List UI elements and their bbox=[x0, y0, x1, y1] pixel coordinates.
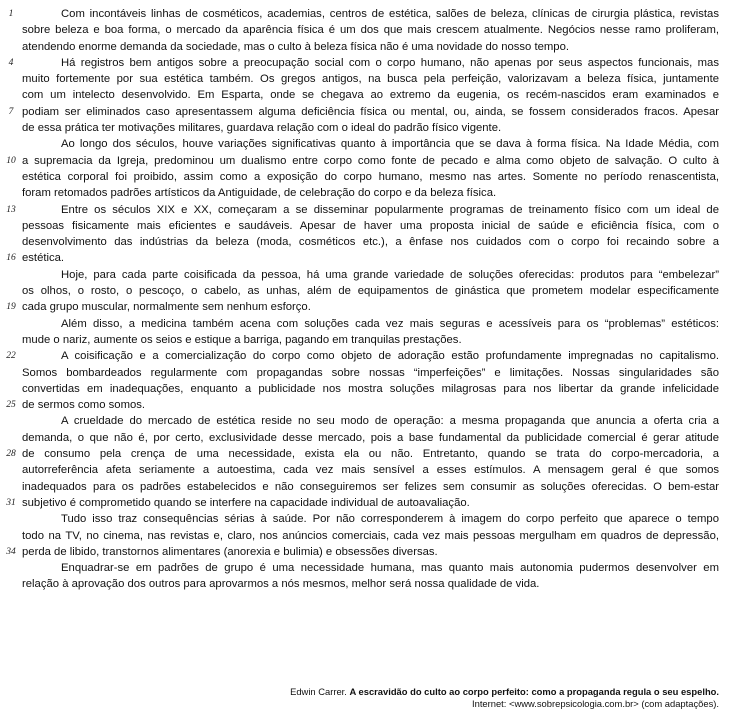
line-text: demanda, o que não é, por certo, exclusividade desse mercado, pois a base fundamental da publicidade comercial é gerar atitude bbox=[22, 431, 719, 444]
text-line bbox=[0, 462, 729, 478]
line-text: Entre os séculos XIX e XX, começaram a se disseminar popularmente programas de treinamento físico com um ideal de bbox=[61, 203, 719, 216]
text-line bbox=[0, 348, 729, 364]
line-number: 10 bbox=[6, 155, 16, 166]
text-line bbox=[0, 560, 729, 576]
line-number: 31 bbox=[6, 497, 16, 508]
text-line bbox=[0, 576, 729, 592]
text-line bbox=[0, 413, 729, 429]
line-number: 1 bbox=[8, 9, 14, 19]
text-line bbox=[0, 544, 729, 560]
text-line bbox=[0, 479, 729, 495]
line-text: com um intelecto desenvolvido. Em Esparta, onde se chegava ao extremo da eugenia, os recém-nascidos eram examinados e bbox=[22, 89, 719, 102]
text-line bbox=[0, 202, 729, 218]
line-text: cada grupo muscular, normalmente sem nenhum esforço. bbox=[22, 301, 311, 314]
text-line bbox=[0, 55, 729, 71]
text-line bbox=[0, 511, 729, 527]
source-url: Internet: <www.sobrepsicologia.com.br> (com adaptações). bbox=[472, 698, 719, 709]
text-line bbox=[0, 299, 729, 315]
text-line bbox=[0, 104, 729, 120]
text-line bbox=[0, 446, 729, 462]
line-text: perda de libido, transtornos alimentares (anorexia e bulimia) e obsessões diversas. bbox=[22, 545, 438, 558]
line-number: 25 bbox=[6, 400, 16, 411]
line-text: inadequados para os padrões estabelecidos e não conseguiremos ser felizes sem consumir as soluções oferecidas. O bem-estar bbox=[22, 480, 719, 493]
text-line bbox=[0, 39, 729, 55]
line-text: atendendo enorme demanda da sociedade, mas o culto à beleza física não é uma novidade do nosso tempo. bbox=[22, 40, 570, 53]
source-title: A escravidão do culto ao corpo perfeito: como a propaganda regula o seu espelho. bbox=[349, 686, 719, 697]
text-line bbox=[0, 120, 729, 136]
line-text: relação à aprovação dos outros para aprovarmos a nós mesmos, melhor será nossa qualidade de vida. bbox=[22, 578, 540, 591]
line-text: muito fortemente por sua estética também. Os gregos antigos, na busca pela perfeição, valorizavam a beleza física, juntamente bbox=[22, 73, 719, 86]
line-text: os olhos, o rosto, o pescoço, o cabelo, as unhas, além de equipamentos de ginástica que prometem modelar especificamente bbox=[22, 285, 719, 298]
line-text: Há registros bem antigos sobre a preocupação social com o corpo humano, não apenas por seus aspectos funcionais, mas bbox=[61, 56, 719, 69]
text-line bbox=[0, 397, 729, 413]
line-text: Enquadrar-se em padrões de grupo é uma necessidade humana, mas quanto mais autonomia pudermos desenvolver em bbox=[61, 562, 719, 575]
line-text: de sermos como somos. bbox=[22, 399, 146, 412]
text-line bbox=[0, 153, 729, 169]
line-text: podiam ser eliminados caso apresentassem alguma deficiência física ou mental, ou, ainda, se fossem considerados fracos. Apesar bbox=[22, 105, 719, 118]
line-text: foram retomados padrões artísticos da Antiguidade, de celebração do corpo e da beleza física. bbox=[22, 187, 497, 200]
line-text: Ao longo dos séculos, houve variações significativas quanto à importância que se dava à forma física. Na Idade Média, com bbox=[61, 138, 719, 151]
line-text: estética corporal foi proibido, assim como a exposição do corpo humano, mesmo nas artes. Somente no período renascentista, bbox=[22, 170, 719, 183]
text-line bbox=[0, 22, 729, 38]
source-line-1 bbox=[290, 686, 719, 698]
line-text: Somos bombardeados regularmente com propagandas sobre nossas “imperfeições” e limitações. Nossas singularidades são bbox=[22, 366, 719, 379]
source-citation bbox=[290, 686, 719, 710]
text-line bbox=[0, 430, 729, 446]
line-text: a supremacia da Igreja, predominou um dualismo entre corpo como fonte de pecado e alma como objeto de salvação. O culto à bbox=[22, 154, 719, 167]
text-line bbox=[0, 169, 729, 185]
line-text: de essa prática ter motivações militares, guardava relação com o ideal do padrão físico vigente. bbox=[22, 122, 502, 135]
line-number: 4 bbox=[8, 57, 14, 68]
line-text: mude o nariz, aumente os seios e estique a barriga, pagando em tranquilas prestações. bbox=[22, 333, 462, 346]
line-number: 28 bbox=[6, 449, 16, 460]
line-number: 16 bbox=[6, 253, 16, 264]
line-number: 22 bbox=[6, 351, 16, 362]
line-text: pessoas fisicamente mais eficientes e saudáveis. Apesar de haver uma proposta inicial de saúde e eficiência física, com o bbox=[22, 219, 719, 232]
source-author: Edwin Carrer. bbox=[290, 686, 347, 697]
line-number: 34 bbox=[6, 546, 16, 557]
text-line bbox=[0, 332, 729, 348]
text-line bbox=[0, 71, 729, 87]
line-text: desenvolvimento das indústrias da beleza (moda, cosméticos etc.), a ênfase nos cuidados com o corpo foi recaindo sobre a bbox=[22, 236, 719, 249]
line-text: autorreferência afeta seriamente a autoestima, cada vez mais sensível a esses estímulos. A mensagem geral é que somos bbox=[22, 464, 719, 477]
line-text: estética. bbox=[22, 252, 65, 265]
line-text: Além disso, a medicina também acena com soluções cada vez mais seguras e acessíveis para os “problemas” estéticos: bbox=[61, 317, 719, 330]
line-number: 7 bbox=[8, 106, 14, 117]
text-line bbox=[0, 234, 729, 250]
text-line bbox=[0, 316, 729, 332]
text-line bbox=[0, 365, 729, 381]
line-text: A coisificação e a comercialização do corpo como objeto de adoração estão profundamente impregnadas no capitalismo. bbox=[61, 350, 719, 363]
text-line bbox=[0, 218, 729, 234]
line-number: 13 bbox=[6, 204, 16, 215]
text-line bbox=[0, 6, 729, 22]
text-line bbox=[0, 185, 729, 201]
text-line bbox=[0, 87, 729, 103]
line-text: Hoje, para cada parte coisificada da pessoa, há uma grande variedade de soluções oferecidas: produtos para “embelezar” bbox=[61, 268, 719, 281]
line-text: A crueldade do mercado de estética reside no seu modo de operação: a mesma propaganda que anuncia a oferta cria a bbox=[61, 415, 719, 428]
line-text: convertidas em inadequações, enquanto a publicidade nos mostra soluções milagrosas para nos libertar da grande infelicidade bbox=[22, 382, 719, 395]
line-text: Com incontáveis linhas de cosméticos, academias, centros de estética, salões de beleza, clínicas de cirurgia plástica, revistas bbox=[61, 8, 719, 20]
line-text: sobre beleza e boa forma, o mercado da aparência física é um dos que mais crescem atualmente. Negócios nesse ramo proliferam, bbox=[22, 24, 719, 37]
line-text: Tudo isso traz consequências sérias à saúde. Por não corresponderem à imagem do corpo perfeito que aparece o tempo bbox=[61, 513, 719, 526]
text-line bbox=[0, 250, 729, 266]
line-text: subjetivo é comprometido quando se interfere na capacidade individual de autoavaliação. bbox=[22, 496, 470, 509]
line-number: 19 bbox=[6, 302, 16, 313]
text-line bbox=[0, 136, 729, 152]
text-line bbox=[0, 381, 729, 397]
line-text: de consumo pela crença de uma necessidade, exista ela ou não. Entretanto, quando se trata do corpo-mercadoria, a bbox=[22, 448, 719, 461]
line-text: todo na TV, no cinema, nas revistas e, claro, nos anúncios comerciais, cada vez mais pessoas mergulham em quadros de depressão, bbox=[22, 529, 719, 542]
text-line bbox=[0, 283, 729, 299]
text-line bbox=[0, 267, 729, 283]
article-body bbox=[0, 6, 729, 593]
text-line bbox=[0, 528, 729, 544]
text-line bbox=[0, 495, 729, 511]
